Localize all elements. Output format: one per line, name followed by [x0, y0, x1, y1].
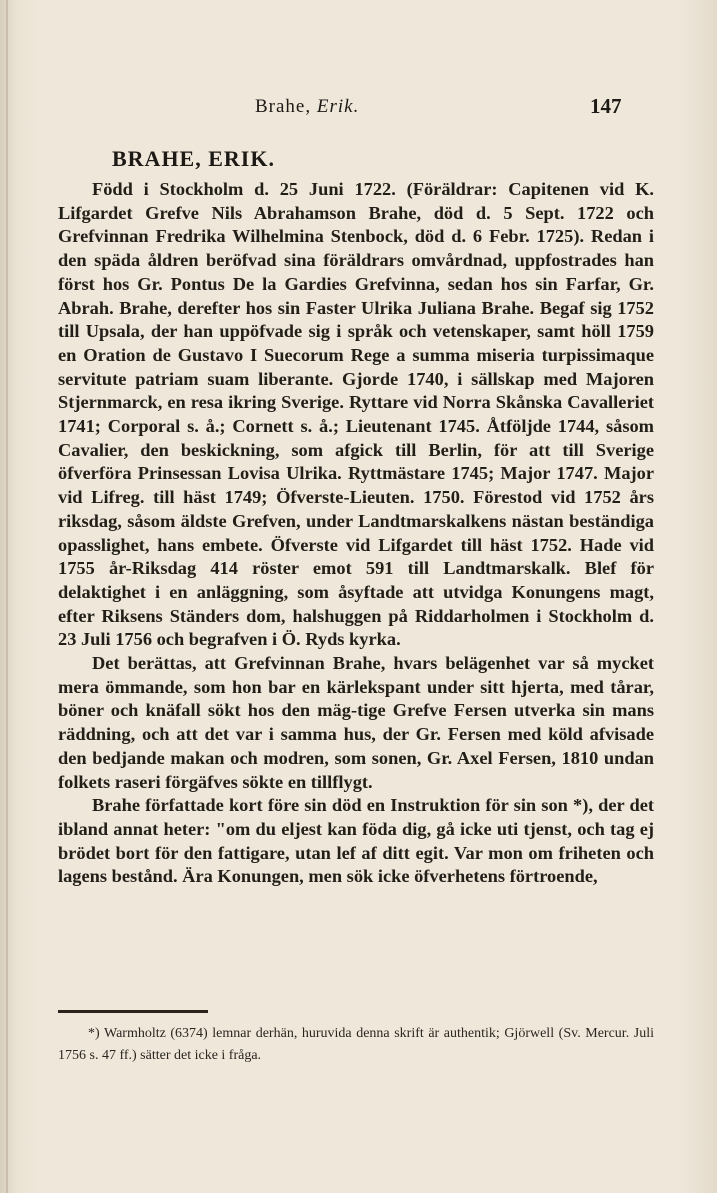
page-number: 147: [590, 94, 622, 118]
article-body: [58, 178, 654, 889]
paragraph-instruction: Brahe författade kort före sin död en Instruktion för sin son *), der det ibland annat heter: "om du eljest kan föda dig, gå icke uti tjenst, och tag ej brödet bort för den fattigare, utan lef af ditt egit. Var mon om friheten och lagens bestånd. Ära Konungen, men sök icke öfverhetens förtroende,: [58, 795, 654, 887]
footnote-text: *) Warmholtz (6374) lemnar derhän, huruvida denna skrift är authentik; Gjörwell (Sv. Mercur. Juli 1756 s. 47 ff.) sätter det icke i fråga.: [58, 1026, 654, 1063]
running-head-title: [255, 96, 359, 118]
article-heading: BRAHE, ERIK.: [112, 146, 275, 171]
running-head-surname: Brahe,: [255, 96, 312, 117]
footnote-rule: [58, 1010, 208, 1013]
paragraph-anecdote: Det berättas, att Grefvinnan Brahe, hvars belägenhet var så mycket mera ömmande, som hon bar en kärlekspant under sitt hjerta, med tårar, böner och knäfall sökt hos den mäg-tige Grefve Fersen utverka sin mans räddning, och att det var i samma hus, der Gr. Fersen med köld afvisade den bedjande makan och modren, som sonen, Gr. Axel Fersen, 1810 undan folkets raseri förgäfves sökte en tillflygt.: [58, 653, 654, 792]
footnote: [58, 1023, 654, 1067]
running-head-name: Erik.: [316, 96, 360, 117]
running-head: [0, 92, 717, 120]
page-gutter: [6, 0, 8, 1193]
paragraph-biography: Född i Stockholm d. 25 Juni 1722. (Föräldrar: Capitenen vid K. Lifgardet Grefve Nils Abrahamson Brahe, död d. 5 Sept. 1722 och Grefvinnan Fredrika Wilhelmina Stenbock, död d. 6 Febr. 1725). Redan i den späda åldren beröfvad sina föräldrars omvårdnad, uppfostrades han först hos Gr. Pontus De la Gardies Grefvinna, sedan hos sin Farfar, Gr. Abrah. Brahe, derefter hos sin Faster Ulrika Juliana Brahe. Begaf sig 1752 till Upsala, der han uppöfvade sig i språk och vetenskaper, samt höll 1759 en Oration de Gustavo I Suecorum Rege a summa miseria turpissimaque servitute patriam suam liberante. Gjorde 1740, i sällskap med Majoren Stjernmarck, en resa ikring Sverige. Ryttare vid Norra Skånska Cavalleriet 1741; Corporal s. å.; Cornett s. å.; Lieutenant 1745. Åtföljde 1744, såsom Cavalier, den beskickning, som afgick till Berlin, för att till Sverige öfverföra Prinsessan Lovisa Ulrika. Ryttmästare 1745; Major 1747. Major vid Lifreg. till häst 1749; Öfverste-Lieuten. 1750. Förestod vid 1752 års riksdag, såsom äldste Grefven, under Landtmarskalkens nästan beständiga opasslighet, hans embete. Öfverste vid Lifgardet till häst 1752. Hade vid 1755 år-Riksdag 414 röster emot 591 till Landtmarskalk. Blef för delaktighet i en anläggning, som åsyftade att utvidga Konungens magt, efter Riksens Ständers dom, halshuggen på Riddarholmen i Stockholm d. 23 Juli 1756 och begrafven i Ö. Ryds kyrka.: [58, 179, 654, 650]
